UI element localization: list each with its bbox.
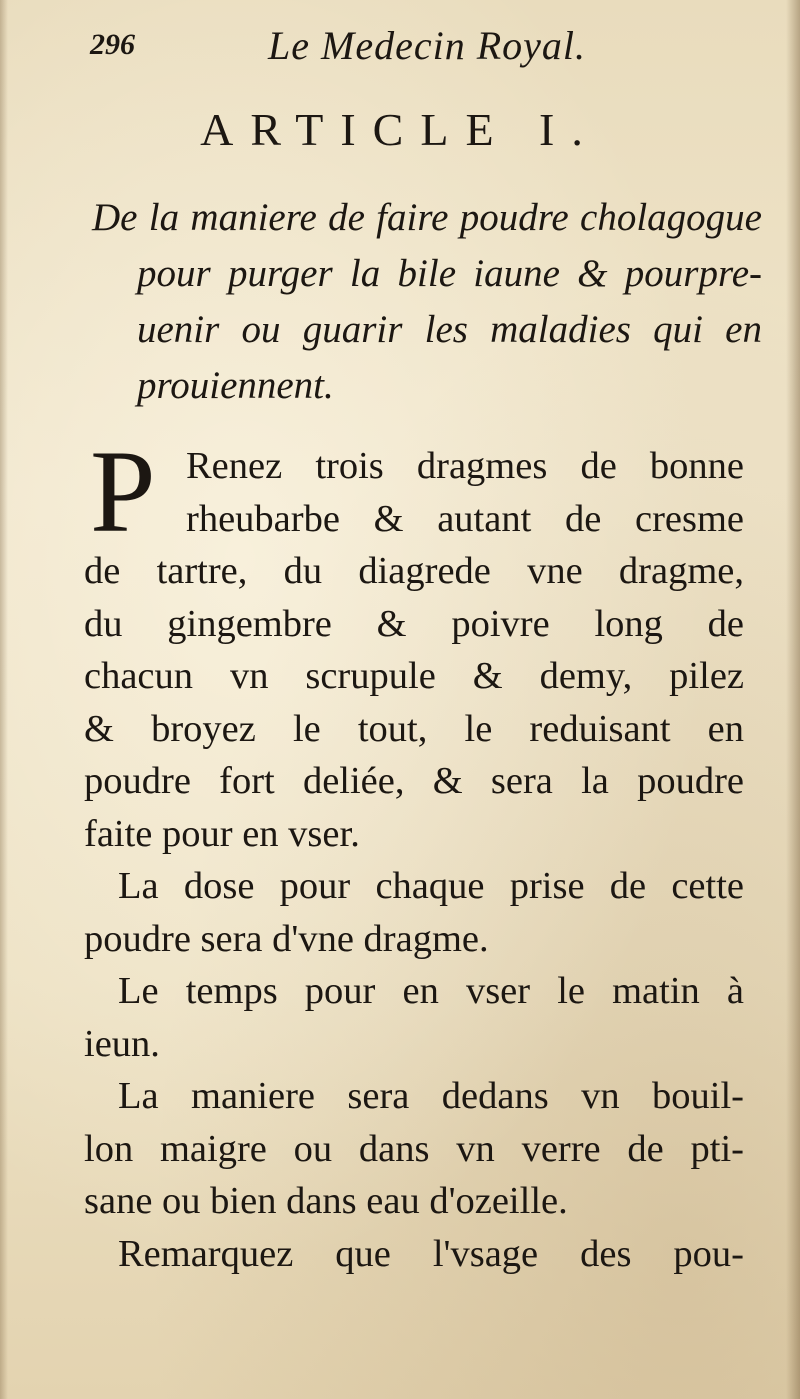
- page-edge-shadow-left: [0, 0, 8, 1399]
- body-line: & broyez le tout, le reduisant en: [84, 707, 744, 750]
- page-edge-shadow-right: [786, 0, 800, 1399]
- body-line: lon maigre ou dans vn verre de pti-: [84, 1127, 744, 1170]
- title-line: uenir ou guarir les maladies qui en: [137, 308, 762, 351]
- body-line: Le temps pour en vser le matin à: [118, 970, 744, 1012]
- body-line: Remarquez que l'vsage des pou-: [118, 1232, 744, 1275]
- body-line: La dose pour chaque prise de cette: [118, 865, 744, 907]
- running-head: Le Medecin Royal.: [268, 23, 586, 68]
- body-line: du gingembre & poivre long de: [84, 602, 744, 645]
- title-line: prouiennent.: [137, 364, 334, 407]
- article-heading: ARTICLE I.: [200, 104, 600, 155]
- body-line: La maniere sera dedans vn bouil-: [118, 1075, 744, 1117]
- body-line: faite pour en vser.: [84, 812, 360, 855]
- page-number: 296: [90, 28, 135, 61]
- body-line: sane ou bien dans eau d'ozeille.: [84, 1180, 568, 1222]
- page-header: [90, 22, 730, 72]
- body-line: poudre fort deliée, & sera la poudre: [84, 760, 744, 802]
- body-line: rheubarbe & autant de cresme: [186, 497, 744, 540]
- body-line: de tartre, du diagrede vne dragme,: [84, 550, 744, 592]
- body-line: ieun.: [84, 1022, 160, 1065]
- article-title: [92, 190, 762, 414]
- body-line: chacun vn scrupule & demy, pilez: [84, 655, 744, 697]
- body-line: poudre sera d'vne dragme.: [84, 917, 489, 960]
- title-line: pour purger la bile iaune & pourpre-: [137, 252, 762, 295]
- title-line: De la maniere de faire poudre cholagogue: [92, 196, 762, 239]
- body-text: [84, 426, 744, 1280]
- body-line: Renez trois dragmes de bonne: [186, 445, 744, 487]
- drop-cap: P: [90, 426, 156, 557]
